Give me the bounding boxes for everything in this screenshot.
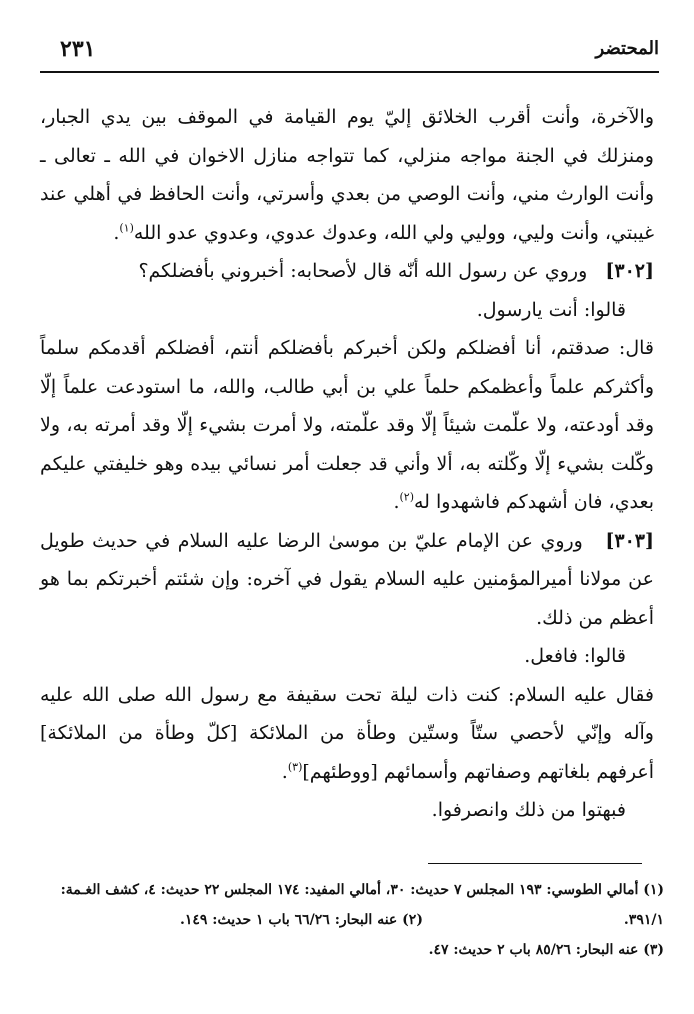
- paragraph: قالوا: فافعل.: [524, 645, 626, 667]
- footnote: (٢) عنه البحار: ٦٦/٢٦ باب ١ حديث: ١٤٩.: [180, 912, 423, 928]
- footnote: ٣٩١/١.: [623, 912, 664, 928]
- page-header: [40, 30, 664, 70]
- footnote-ref: (٢): [399, 490, 414, 504]
- paragraph: [٣٠٢] وروي عن رسول الله أنّه قال لأصحابه: أخبروني بأفضلكم؟: [138, 260, 654, 282]
- header-rule: [40, 71, 659, 73]
- paragraph: قال: صدقتم، أنا أفضلكم ولكن أخبركم بأفضلكم أنتم، أفضلكم أقدمكم سلماً وأكثركم علماً وأعظمكم حلماً علي بن أبي طالب، والله، ما استودعت علماً إلّا وقد أودعته، ولا علّمت شيئاً إلّا وقد علّمته، ولا أمرت بشيء إلّا وقد أمرته به، ولا وكّلت بشيء إلّا وكّلته به، ألا وأني قد جعلت أمر نسائي بيده وهو خليفتي عليكم بعدي، فان أشهدكم فاشهدوا له$^{(٢)}$.: [40, 337, 654, 513]
- paragraph: [٣٠٣] وروي عن الإمام عليّ بن موسىٰ الرضا عليه السلام في حديث طويل عن مولانا أميرالمؤمنين عليه السلام يقول في آخره: وإن شئتم أخبرتكم بما هو أعظم من ذلك.: [40, 529, 654, 629]
- paragraph: فقال عليه السلام: كنت ذات ليلة تحت سقيفة مع رسول الله صلى الله عليه وآله وإنّي لأحصي ستّاً وستّين وطأة من الملائكة [كلّ وطأة من الملائكة] أعرفهم بلغاتهم وصفاتهم وأسمائهم [ووطئهم]$^{(٣)}$.: [40, 683, 654, 783]
- paragraph: فبهتوا من ذلك وانصرفوا.: [431, 799, 626, 821]
- running-title: المحتضر: [595, 38, 659, 59]
- footnote-ref: (١): [119, 221, 134, 235]
- footnote: (١) أمالي الطوسي: ١٩٣ المجلس ٧ حديث: ٣٠، أمالي المفيد: ١٧٤ المجلس ٢٢ حديث: ٤، كشف الغـمة:: [60, 882, 664, 898]
- paragraph: قالوا: أنت يارسول.: [476, 298, 626, 321]
- page-number: ٢٣١: [60, 36, 96, 62]
- footnotes: [60, 875, 664, 965]
- footnote-rule: [428, 863, 642, 864]
- paragraph: والآخرة، وأنت أقرب الخلائق إليّ يوم القيامة في الموقف بين يدي الجبار، ومنزلك في الجنة مواجه منزلي، كما تتواجه منازل الاخوان في الله ـ تعالى ـ وأنت الوارث مني، وأنت الوصي من بعدي وأسرتي، وأنت الحافظ في أهلي عند غيبتي، وأنت وليي، ووليي ولي الله، وعدوك عدوي، وعدوي عدو الله$^{(١)}$.: [40, 106, 654, 244]
- hadith-number: [٣٠٣]: [605, 529, 654, 552]
- hadith-number: [٣٠٢]: [605, 260, 654, 282]
- main-text: [40, 98, 654, 830]
- footnote-ref: (٣): [287, 760, 303, 774]
- footnote: (٣) عنه البحار: ٨٥/٢٦ باب ٢ حديث: ٤٧.: [428, 942, 664, 958]
